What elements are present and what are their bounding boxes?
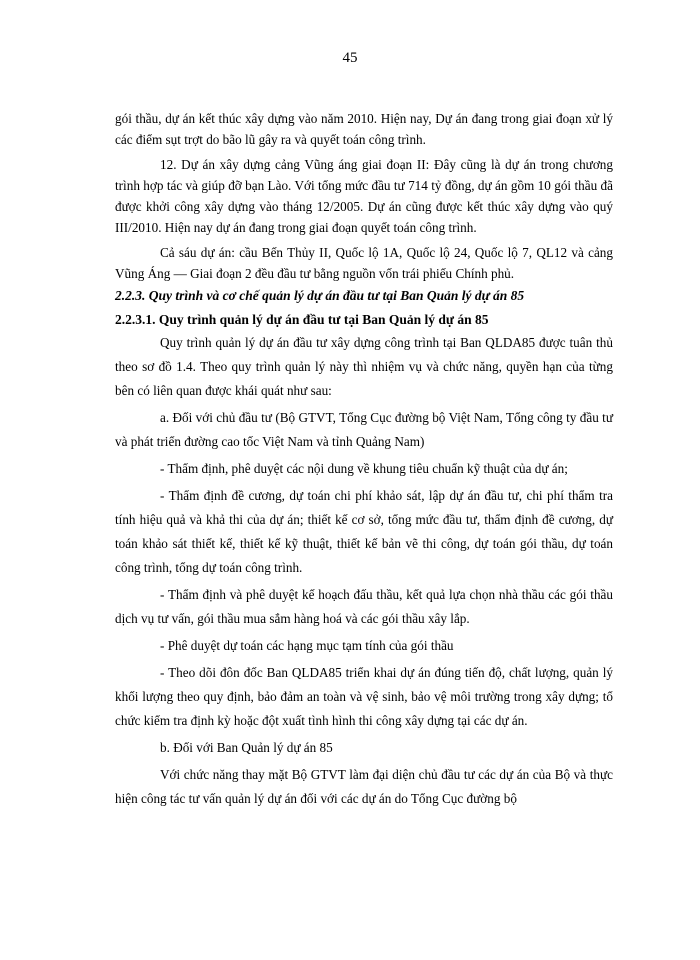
list-item-provisional-estimate: - Phê duyệt dự toán các hạng mục tạm tính của gói thầu <box>160 638 454 653</box>
page-number: 45 <box>342 50 358 66</box>
list-item-monitoring: - Theo dõi đôn đốc Ban QLDA85 triển khai dự án đúng tiến độ, chất lượng, quản lý khối lượng theo quy định, bảo đảm an toàn và vệ sinh, bảo vệ môi trường trong xây dựng; tổ chức kiểm tra định kỳ hoặc đột xuất tình hình thi công xây dựng tại các dự án. <box>115 665 613 728</box>
section-heading-2-2-3-1: 2.2.3.1. Quy trình quản lý dự án đầu tư tại Ban Quản lý dự án 85 <box>115 312 489 327</box>
list-item-outline-appraisal: - Thẩm định đề cương, dự toán chi phí khảo sát, lập dự án đầu tư, chi phí thẩm tra tính hiệu quả và khả thi của dự án; thiết kế cơ sở, tổng mức đầu tư, thẩm định đề cương, dự toán khảo sát thiết kế, thiết kế kỹ thuật, thiết kế bản vẽ thi công, dự toán gói thầu, dự toán công trình, tổng dự toán công trình. <box>115 488 613 575</box>
page-body <box>115 108 613 814</box>
paragraph-board-function: Với chức năng thay mặt Bộ GTVT làm đại diện chủ đầu tư các dự án của Bộ và thực hiện công tác tư vấn quản lý dự án đối với các dự án do Tổng Cục đường bộ <box>115 767 613 806</box>
paragraph-summary: Cả sáu dự án: cầu Bến Thủy II, Quốc lộ 1A, Quốc lộ 24, Quốc lộ 7, QL12 và cảng Vũng Áng — Giai đoạn 2 đều đầu tư bằng nguồn vốn trái phiếu Chính phủ. <box>115 245 613 281</box>
list-item-appraisal: - Thẩm định, phê duyệt các nội dung về khung tiêu chuẩn kỹ thuật của dự án; <box>160 461 568 476</box>
paragraph-process-intro: Quy trình quản lý dự án đầu tư xây dựng công trình tại Ban QLDA85 được tuân thủ theo sơ đồ 1.4. Theo quy trình quản lý này thì nhiệm vụ và chức năng, quyền hạn của từng bên có liên quan được khái quát như sau: <box>115 335 613 398</box>
section-heading-2-2-3: 2.2.3. Quy trình và cơ chế quản lý dự án đầu tư tại Ban Quản lý dự án 85 <box>115 288 525 303</box>
list-item-bidding-plan: - Thẩm định và phê duyệt kế hoạch đấu thầu, kết quả lựa chọn nhà thầu các gói thầu dịch vụ tư vấn, gói thầu mua sắm hàng hoá và các gói thầu xây lắp. <box>115 587 613 626</box>
paragraph-board-heading: b. Đối với Ban Quản lý dự án 85 <box>160 740 333 755</box>
paragraph-owner-heading: a. Đối với chủ đầu tư (Bộ GTVT, Tổng Cục đường bộ Việt Nam, Tổng công ty đầu tư và phát triển đường cao tốc Việt Nam và tỉnh Quảng Nam) <box>115 410 613 449</box>
paragraph-continuation: gói thầu, dự án kết thúc xây dựng vào năm 2010. Hiện nay, Dự án đang trong giai đoạn xử lý các điểm sụt trợt do bão lũ gây ra và quyết toán công trình. <box>115 111 613 147</box>
paragraph-item-12: 12. Dự án xây dựng cảng Vũng áng giai đoạn II: Đây cũng là dự án trong chương trình hợp tác và giúp đỡ bạn Lào. Với tổng mức đầu tư 714 tỷ đồng, dự án gồm 10 gói thầu đã được khởi công xây dựng vào tháng 12/2005. Dự án cũng được kết thúc xây dựng vào quý III/2010. Hiện nay dự án đang trong giai đoạn quyết toán công trình. <box>115 157 613 235</box>
